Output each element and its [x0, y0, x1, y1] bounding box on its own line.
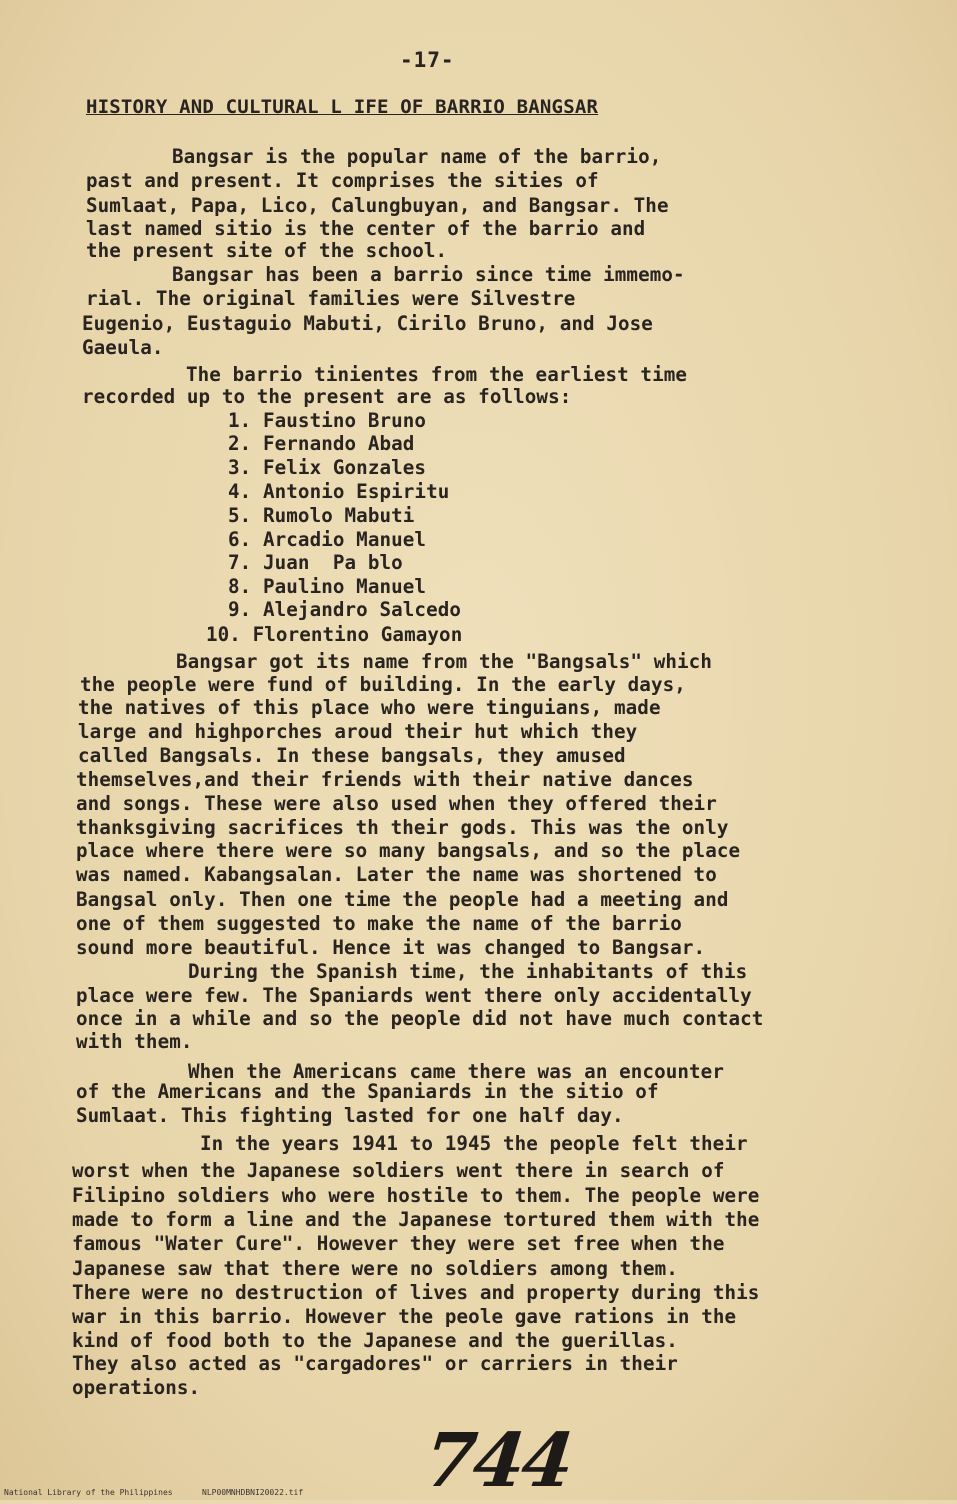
text-line: worst when the Japanese soldiers went there in search of: [72, 1159, 725, 1182]
text-line: operations.: [72, 1376, 201, 1399]
text-line: sound more beautiful. Hence it was changed to Bangsar.: [76, 936, 706, 959]
text-line: was named. Kabangsalan. Later the name was shortened to: [76, 863, 717, 886]
list-item: 2. Fernando Abad: [228, 432, 415, 455]
text-line: the natives of this place who were tinguians, made: [78, 696, 661, 719]
text-line: Eugenio, Eustaguio Mabuti, Cirilo Bruno, and Jose: [82, 312, 653, 335]
list-item: 3. Felix Gonzales: [228, 456, 427, 479]
list-item: 5. Rumolo Mabuti: [228, 504, 415, 527]
text-line: past and present. It comprises the sities of: [86, 169, 599, 192]
text-line: rial. The original families were Silvestre: [86, 287, 576, 310]
list-item: 1. Faustino Bruno: [228, 409, 427, 432]
text-line: of the Americans and the Spaniards in the sitio of: [76, 1080, 659, 1103]
list-item: 10. Florentino Gamayon: [206, 623, 463, 646]
list-item: 9. Alejandro Salcedo: [228, 598, 462, 621]
text-line: In the years 1941 to 1945 the people felt their: [200, 1132, 748, 1155]
text-line: Bangsar is the popular name of the barrio,: [172, 145, 662, 168]
handwritten-page-number: 744: [420, 1418, 575, 1504]
text-line: When the Americans came there was an encounter: [188, 1060, 724, 1083]
text-line: Bangsal only. Then one time the people had a meeting and: [76, 888, 729, 911]
text-line: with them.: [76, 1030, 193, 1053]
text-line: Gaeula.: [82, 336, 164, 359]
text-line: place where there were so many bangsals, and so the place: [76, 839, 741, 862]
text-line: They also acted as "cargadores" or carriers in their: [72, 1352, 678, 1375]
text-line: Bangsar has been a barrio since time immemo-: [172, 263, 685, 286]
text-line: place were few. The Spaniards went there only accidentally: [76, 984, 752, 1007]
list-item: 7. Juan Pa blo: [228, 551, 403, 574]
text-line: and songs. These were also used when they offered their: [76, 792, 717, 815]
text-line: kind of food both to the Japanese and the guerillas.: [72, 1329, 678, 1352]
text-line: called Bangsals. In these bangsals, they amused: [78, 744, 626, 767]
list-item: 4. Antonio Espiritu: [228, 480, 450, 503]
text-line: last named sitio is the center of the barrio and: [86, 217, 646, 240]
list-item: 6. Arcadio Manuel: [228, 528, 427, 551]
text-line: large and highporches aroud their hut which they: [78, 720, 638, 743]
text-line: During the Spanish time, the inhabitants of this: [188, 960, 748, 983]
text-line: made to form a line and the Japanese tortured them with the: [72, 1208, 760, 1231]
text-line: the present site of the school.: [86, 239, 448, 262]
text-line: famous "Water Cure". However they were set free when the: [72, 1232, 725, 1255]
text-line: Japanese saw that there were no soldiers among them.: [72, 1257, 678, 1280]
text-line: themselves,and their friends with their native dances: [76, 768, 694, 791]
text-line: one of them suggested to make the name of the barrio: [76, 912, 682, 935]
text-line: Sumlaat. This fighting lasted for one half day.: [76, 1104, 624, 1127]
text-line: Sumlaat, Papa, Lico, Calungbuyan, and Bangsar. The: [86, 194, 669, 217]
text-line: The barrio tinientes from the earliest time: [186, 363, 688, 386]
footer-library: National Library of the Philippines: [4, 1488, 173, 1497]
page-number: -17-: [400, 48, 455, 72]
text-line: recorded up to the present are as follows:: [82, 385, 572, 408]
text-line: war in this barrio. However the peole gave rations in the: [72, 1305, 737, 1328]
text-line: once in a while and so the people did not have much contact: [76, 1007, 764, 1030]
text-line: Bangsar got its name from the "Bangsals" which: [176, 650, 712, 673]
list-item: 8. Paulino Manuel: [228, 575, 427, 598]
document-title: HISTORY AND CULTURAL L IFE OF BARRIO BANGSAR: [86, 96, 599, 118]
text-line: Filipino soldiers who were hostile to them. The people were: [72, 1184, 760, 1207]
text-line: the people were fund of building. In the early days,: [80, 673, 686, 696]
text-line: thanksgiving sacrifices th their gods. This was the only: [76, 816, 729, 839]
text-line: There were no destruction of lives and property during this: [72, 1281, 760, 1304]
footer-filename: NLP00MNHDBNI20022.tif: [202, 1488, 304, 1497]
